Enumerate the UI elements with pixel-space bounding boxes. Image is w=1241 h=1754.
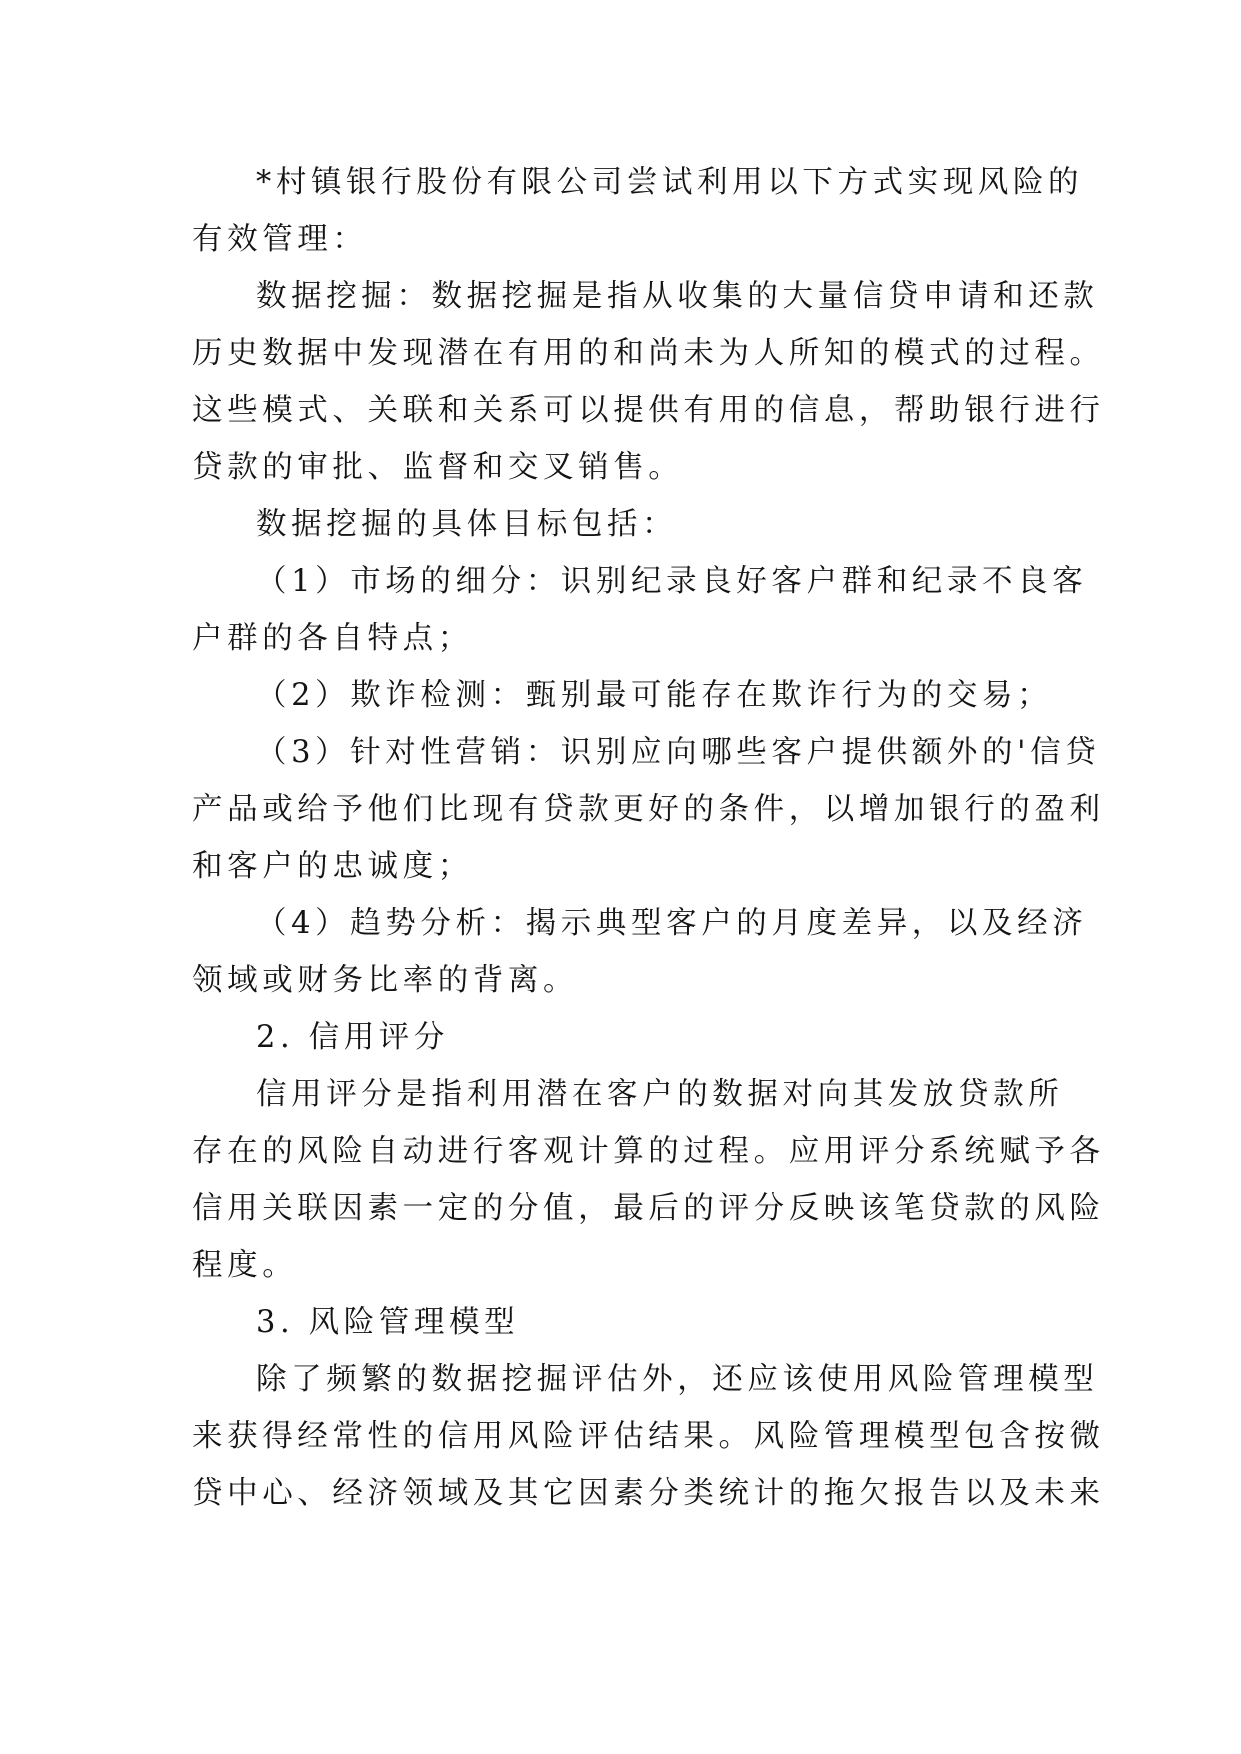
paragraph-data-mining-line-2: 历史数据中发现潜在有用的和尚未为人所知的模式的过程。 (192, 336, 1105, 371)
paragraph-data-mining-line-4: 贷款的审批、监督和交叉销售。 (192, 450, 684, 485)
paragraph-intro-line-2: 有效管理： (192, 222, 368, 257)
paragraph-data-mining-line-1: 数据挖掘：数据挖掘是指从收集的大量信贷申请和还款 (256, 279, 1099, 314)
paragraph-credit-scoring-line-1: 信用评分是指利用潜在客户的数据对向其发放贷款所 (256, 1077, 1064, 1112)
paragraph-intro-line-1: *村镇银行股份有限公司尝试利用以下方式实现风险的 (256, 165, 1084, 200)
paragraph-credit-scoring-line-2: 存在的风险自动进行客观计算的过程。应用评分系统赋予各 (192, 1134, 1105, 1169)
paragraph-risk-model-line-1: 除了频繁的数据挖掘评估外，还应该使用风险管理模型 (256, 1362, 1099, 1397)
list-item-3-line-1: （3）针对性营销：识别应向哪些客户提供额外的'信贷 (256, 735, 1101, 770)
list-item-1-line-1: （1）市场的细分：识别纪录良好客户群和纪录不良客 (256, 564, 1088, 599)
section-heading-credit-scoring: 2. 信用评分 (256, 1020, 449, 1055)
paragraph-goals-intro: 数据挖掘的具体目标包括： (256, 507, 678, 542)
section-heading-risk-model: 3. 风险管理模型 (256, 1305, 520, 1340)
list-item-4-line-1: （4）趋势分析：揭示典型客户的月度差异，以及经济 (256, 906, 1088, 941)
paragraph-risk-model-line-2: 来获得经常性的信用风险评估结果。风险管理模型包含按微 (192, 1419, 1105, 1454)
list-item-3-line-3: 和客户的忠诚度； (192, 849, 473, 884)
list-item-2-line-1: （2）欺诈检测：甄别最可能存在欺诈行为的交易； (256, 678, 1053, 713)
paragraph-credit-scoring-line-3: 信用关联因素一定的分值，最后的评分反映该笔贷款的风险 (192, 1191, 1105, 1226)
paragraph-risk-model-line-3: 贷中心、经济领域及其它因素分类统计的拖欠报告以及未来 (192, 1476, 1105, 1511)
paragraph-credit-scoring-line-4: 程度。 (192, 1248, 298, 1283)
list-item-3-line-2: 产品或给予他们比现有贷款更好的条件，以增加银行的盈利 (192, 792, 1105, 827)
paragraph-data-mining-line-3: 这些模式、关联和关系可以提供有用的信息，帮助银行进行 (192, 393, 1105, 428)
list-item-4-line-2: 领域或财务比率的背离。 (192, 963, 579, 998)
list-item-1-line-2: 户群的各自特点； (192, 621, 473, 656)
